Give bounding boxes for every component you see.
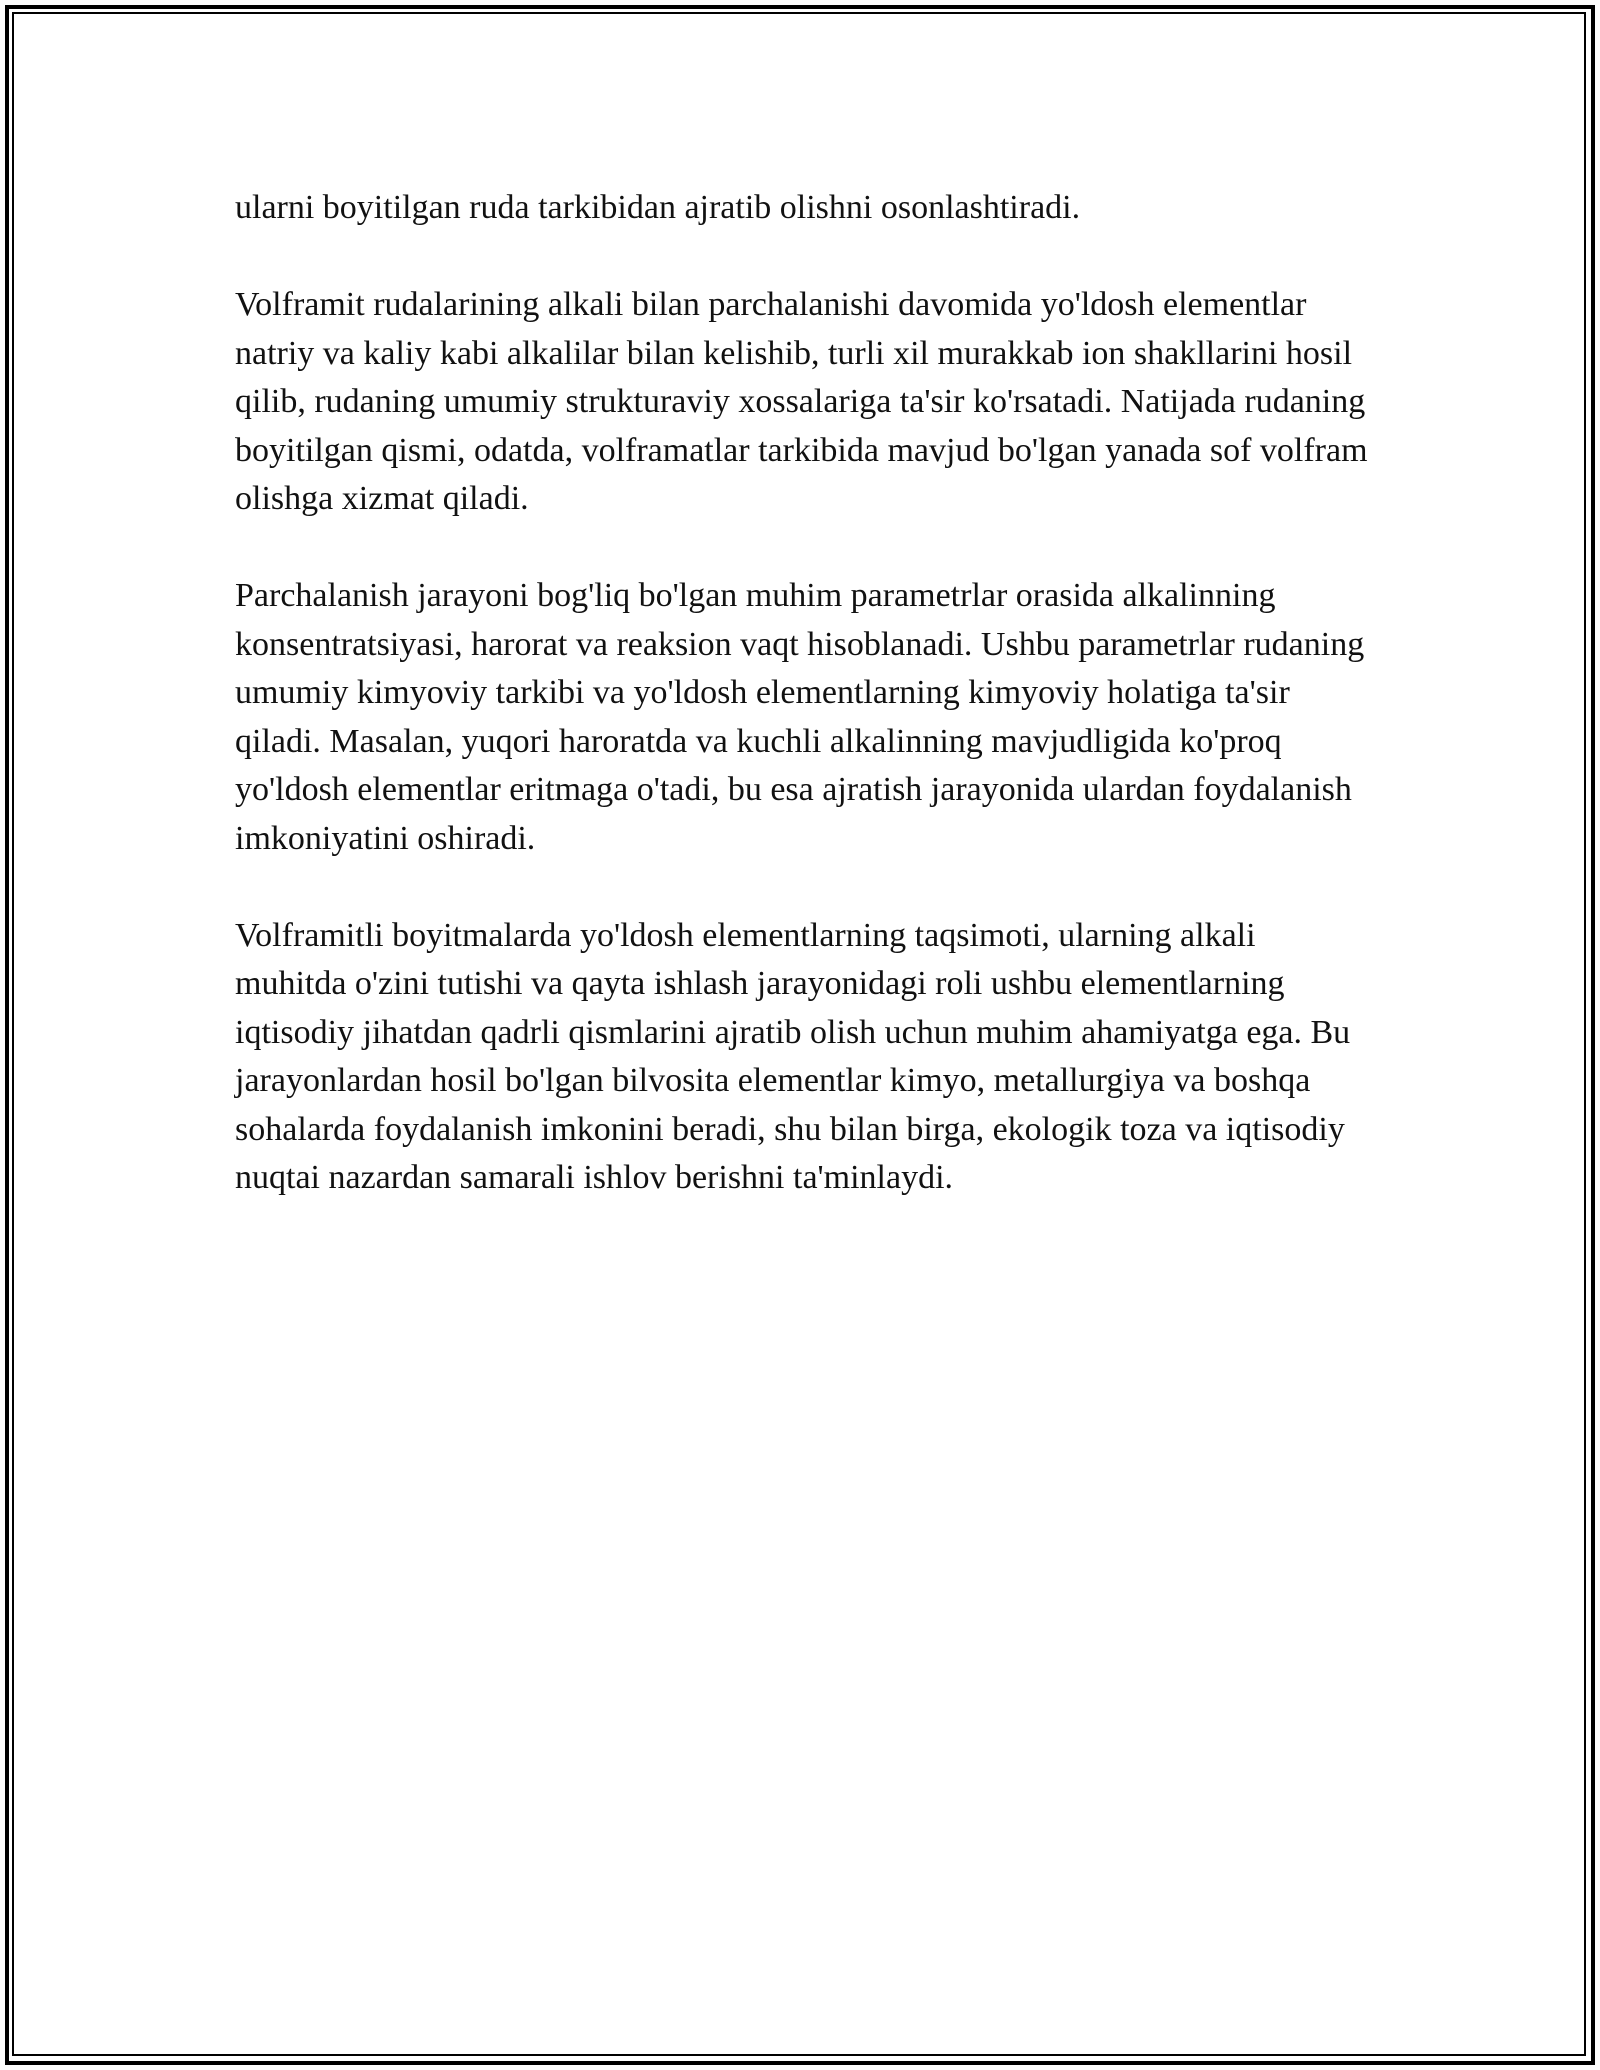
paragraph-1: ularni boyitilgan ruda tarkibidan ajratib olishni osonlashtiradi. (235, 189, 1081, 226)
document-body (235, 184, 1375, 1203)
paragraph-4: Volframitli boyitmalarda yo'ldosh elementlarning taqsimoti, ularning alkali muhitda o'zini tutishi va qayta ishlash jarayonidagi roli ushbu elementlarning iqtisodiy jihatdan qadrli qismlarini ajratib olish uchun muhim ahamiyatga ega. Bu jarayonlardan hosil bo'lgan bilvosita elementlar kimyo, metallurgiya va boshqa sohalarda foydalanish imkonini beradi, shu bilan birga, ekologik toza va iqtisodiy nuqtai nazardan samarali ishlov berishni ta'minlaydi. (235, 916, 1351, 1196)
paragraph-2: Volframit rudalarining alkali bilan parchalanishi davomida yo'ldosh elementlar natriy va kaliy kabi alkalilar bilan kelishib, turli xil murakkab ion shakllarini hosil qilib, rudaning umumiy strukturaviy xossalariga ta'sir ko'rsatadi. Natijada rudaning boyitilgan qismi, odatda, volframatlar tarkibida mavjud bo'lgan yanada sof volfram olishga xizmat qiladi. (235, 286, 1368, 517)
paragraph-3: Parchalanish jarayoni bog'liq bo'lgan muhim parametrlar orasida alkalinning konsentratsiyasi, harorat va reaksion vaqt hisoblanadi. Ushbu parametrlar rudaning umumiy kimyoviy tarkibi va yo'ldosh elementlarning kimyoviy holatiga ta'sir qiladi. Masalan, yuqori haroratda va kuchli alkalinning mavjudligida ko'proq yo'ldosh elementlar eritmaga o'tadi, bu esa ajratish jarayonida ulardan foydalanish imkoniyatini oshiradi. (235, 577, 1365, 857)
